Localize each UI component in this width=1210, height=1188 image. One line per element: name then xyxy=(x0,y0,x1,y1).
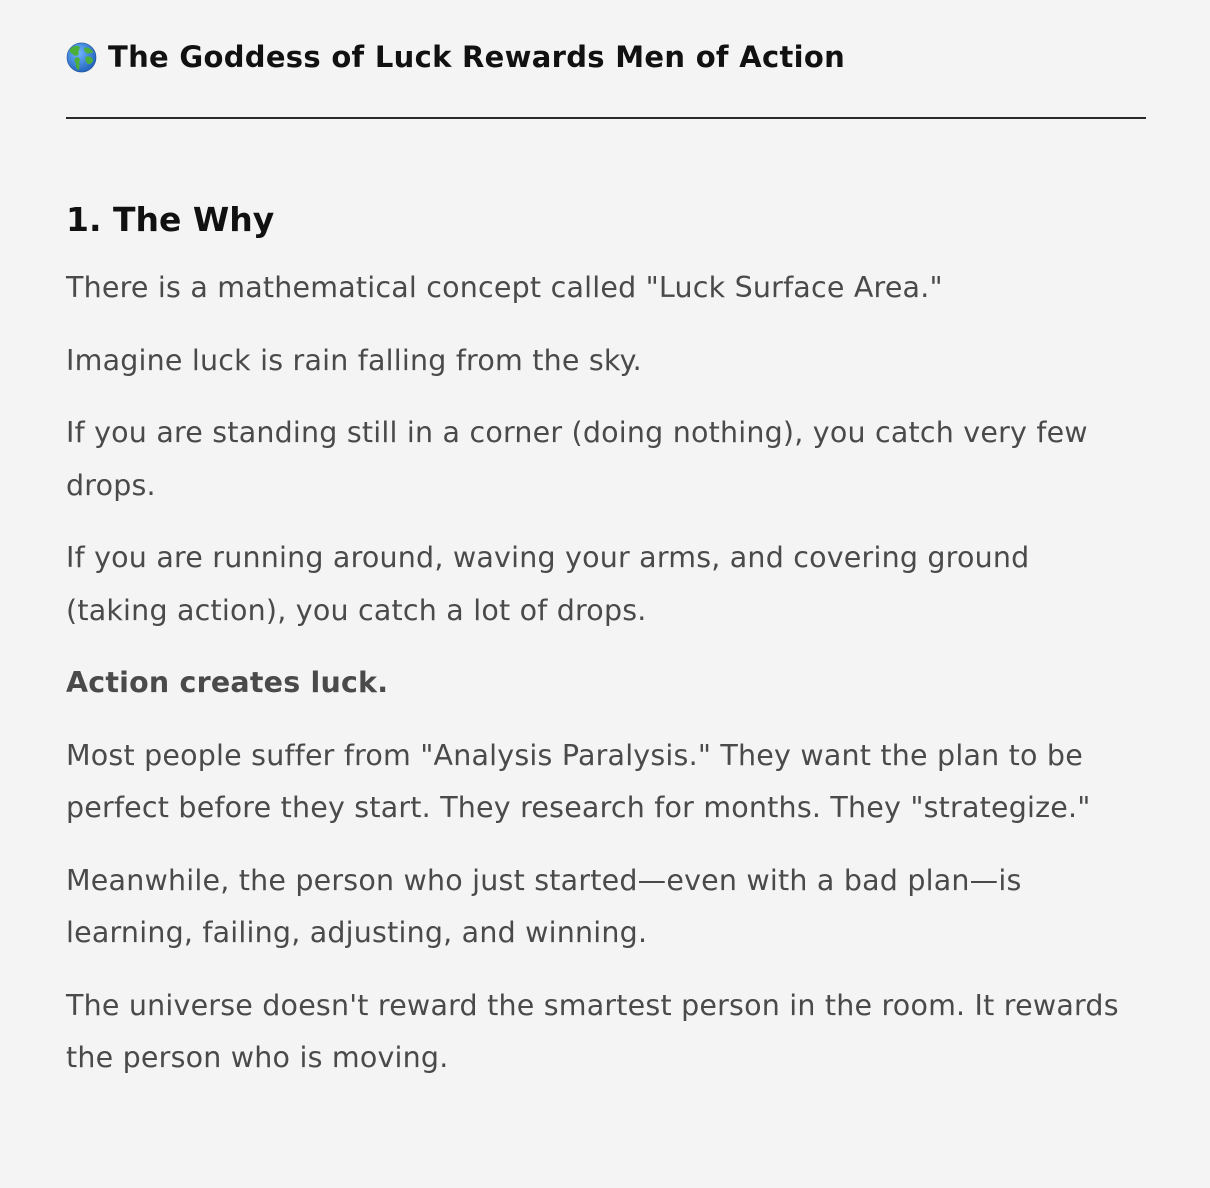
paragraph: If you are standing still in a corner (doing nothing), you catch very few drops. xyxy=(66,416,1088,502)
document-header xyxy=(66,37,845,77)
paragraph: Most people suffer from "Analysis Paralysis." They want the plan to be perfect before they start. They research for months. They "strategize." xyxy=(66,738,1091,824)
paragraph: The universe doesn't reward the smartest person in the room. It rewards the person who is moving. xyxy=(66,988,1119,1074)
paragraph: There is a mathematical concept called "Luck Surface Area." xyxy=(66,271,943,304)
document-title: The Goddess of Luck Rewards Men of Action xyxy=(108,40,846,74)
section-heading: 1. The Why xyxy=(66,200,275,239)
globe-icon xyxy=(66,42,97,73)
emphasis-paragraph: Action creates luck. xyxy=(66,666,389,699)
paragraph: Imagine luck is rain falling from the sky. xyxy=(66,343,642,377)
title-divider xyxy=(66,117,1146,119)
paragraph: If you are running around, waving your arms, and covering ground (taking action), you catch a lot of drops. xyxy=(66,541,1030,627)
section-body xyxy=(66,262,1126,1105)
paragraph: Meanwhile, the person who just started—even with a bad plan—is learning, failing, adjusting, and winning. xyxy=(66,863,1022,949)
